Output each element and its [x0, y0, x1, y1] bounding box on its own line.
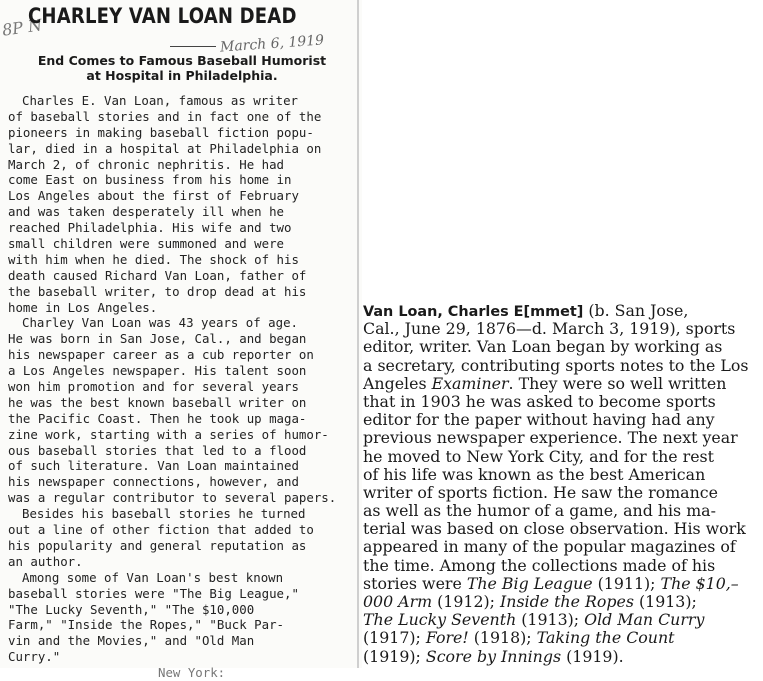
bio-text: he moved to New York City, and for the rest — [363, 446, 715, 466]
biographical-entry — [363, 302, 759, 666]
bio-text: (b. San Jose, — [583, 301, 689, 320]
article-line: Charles E. Van Loan, famous as writer — [22, 93, 299, 108]
bio-text: as well as the humor of a game, and his ma- — [363, 501, 716, 521]
bio-text: previous newspaper experience. The next year — [363, 428, 738, 448]
article-line: March 2, of chronic nephritis. He had — [8, 156, 285, 172]
work-title: The Big League — [466, 573, 593, 593]
bio-line — [363, 611, 759, 629]
bio-line — [363, 429, 759, 447]
article-line: zine work, starting with a series of humor- — [8, 426, 329, 442]
bio-text: that in 1903 he was asked to become sports — [363, 391, 716, 411]
article-line: was a regular contributor to several papers. — [8, 490, 337, 506]
article-line: Besides his baseball stories he turned — [22, 506, 306, 522]
bio-text: writer of sports fiction. He saw the romance — [363, 482, 718, 502]
subheadline — [8, 53, 356, 83]
article-line: vin and the Movies," and "Old Man — [8, 633, 255, 649]
bio-text: appeared in many of the popular magazines of — [363, 537, 736, 557]
bio-line — [363, 484, 759, 502]
article-line: out a line of other fiction that added to — [8, 522, 314, 538]
article-line: and was taken desperately ill when he — [8, 204, 285, 220]
bio-line — [363, 538, 759, 556]
bio-text: a secretary, contributing sports notes to the Los — [363, 355, 749, 375]
article-bottom-fragment: New York: — [158, 665, 226, 681]
bio-text: stories were — [363, 573, 467, 593]
work-title: Fore! — [425, 628, 469, 648]
article-line: "The Lucky Seventh," "The $10,000 — [8, 601, 255, 617]
bio-text: editor, writer. Van Loan began by working as — [363, 337, 723, 357]
article-line: the Pacific Coast. Then he took up maga- — [8, 410, 307, 426]
article-body — [8, 93, 354, 681]
bio-line — [363, 393, 759, 411]
work-title: Inside the Ropes — [500, 592, 634, 611]
article-line: his newspaper connections, however, and — [8, 474, 299, 490]
article-line: baseball stories were "The Big League," — [8, 585, 299, 601]
bio-text: (1911); — [592, 573, 661, 593]
bio-text: (1919). — [561, 646, 624, 666]
bio-line — [363, 448, 759, 466]
bio-line — [363, 593, 759, 611]
article-line: Los Angeles about the first of February — [8, 188, 299, 204]
bio-text: (1913); — [633, 592, 697, 611]
article-line: Curry." — [8, 649, 61, 665]
article-line: small children were summoned and were — [8, 236, 285, 252]
article-line: reached Philadelphia. His wife and two — [8, 220, 292, 236]
work-title: Examiner — [431, 373, 509, 393]
work-title: Old Man Curry — [584, 610, 705, 630]
work-title: 000 Arm — [363, 592, 433, 611]
article-line: his newspaper career as a cub reporter on — [8, 347, 314, 363]
article-line: He was born in San Jose, Cal., and began — [8, 331, 307, 347]
subheadline-line: End Comes to Famous Baseball Humorist — [37, 53, 327, 68]
bio-line — [363, 557, 759, 575]
column-divider — [357, 0, 359, 668]
article-line: a Los Angeles newspaper. His talent soon — [8, 363, 307, 379]
article-line: of baseball stories and in fact one of the — [8, 108, 322, 124]
bio-line — [363, 520, 759, 538]
bio-line — [363, 575, 759, 593]
bio-line — [363, 411, 759, 429]
bio-line — [363, 466, 759, 484]
article-line: the baseball writer, to drop dead at his — [8, 283, 307, 299]
article-line: Farm," "Inside the Ropes," "Buck Par- — [8, 617, 285, 633]
article-line: of such literature. Van Loan maintained — [8, 458, 299, 474]
bio-text: (1913); — [516, 610, 585, 630]
bio-line — [363, 375, 759, 393]
bio-line — [363, 302, 759, 320]
bio-text: the time. Among the collections made of his — [363, 555, 716, 575]
bio-text: Cal., June 29, 1876—d. March 3, 1919), sports — [363, 319, 736, 339]
bio-text: Angeles — [363, 373, 432, 393]
article-line: lar, died in a hospital at Philadelphia on — [8, 140, 322, 156]
bio-text: of his life was known as the best American — [363, 464, 706, 484]
bio-text: (1919); — [363, 646, 426, 666]
article-line: he was the best known baseball writer on — [8, 394, 307, 410]
work-title: Taking the Count — [536, 628, 675, 648]
article-line: Charley Van Loan was 43 years of age. — [22, 315, 299, 331]
article-line: death caused Richard Van Loan, father of — [8, 267, 307, 283]
article-line: an author. — [8, 553, 83, 569]
article-line: home in Los Angeles. — [8, 299, 158, 315]
bio-line — [363, 357, 759, 375]
work-title: The Lucky Seventh — [363, 610, 517, 630]
bio-text: (1918); — [468, 628, 537, 648]
subheadline-line: at Hospital in Philadelphia. — [86, 68, 278, 83]
article-line: pioneers in making baseball fiction popu- — [8, 124, 314, 140]
bio-text: . They were so well written — [508, 373, 727, 393]
article-line: ous baseball stories that led to a flood — [8, 442, 307, 458]
work-title: The $10,– — [660, 573, 739, 593]
bio-text: (1912); — [432, 592, 501, 611]
article-line: with him when he died. The shock of his — [8, 251, 299, 267]
handwritten-date-note: March 6, 1919 — [219, 32, 325, 56]
bio-text: (1917); — [363, 628, 426, 648]
newspaper-clipping — [0, 0, 362, 681]
bio-line — [363, 320, 759, 338]
entry-name: Van Loan, Charles E[mmet] — [363, 304, 584, 320]
article-line: Among some of Van Loan's best known — [22, 569, 284, 585]
bio-text: terial was based on close observation. His work — [363, 519, 746, 539]
handwritten-margin-note: 8P N — [0, 15, 44, 40]
article-line: come East on business from his home in — [8, 172, 292, 188]
bio-line — [363, 648, 759, 666]
bio-text: editor for the paper without having had any — [363, 410, 715, 430]
article-line: his popularity and general reputation as — [8, 537, 307, 553]
headline: CHARLEY VAN LOAN DEAD — [28, 4, 297, 28]
article-line: won him promotion and for several years — [8, 379, 299, 395]
bio-line — [363, 338, 759, 356]
bio-line — [363, 502, 759, 520]
bio-line — [363, 629, 759, 647]
work-title: Score by Innings — [425, 646, 562, 666]
headline-divider — [170, 46, 216, 47]
